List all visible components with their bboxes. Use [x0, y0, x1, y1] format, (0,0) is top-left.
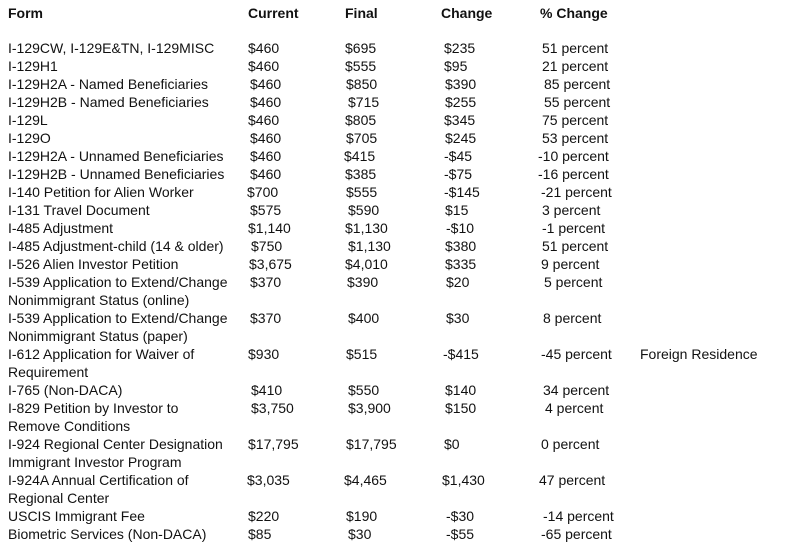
cell-pct: 53 percent [542, 130, 609, 146]
cell-change: -$30 [446, 508, 475, 524]
cell-pct: -16 percent [538, 166, 609, 182]
cell-change: $335 [445, 256, 477, 272]
cell-form: I-765 (Non-DACA) [8, 382, 123, 398]
cell-current: $370 [250, 274, 282, 290]
cell-current: $460 [248, 112, 280, 128]
cell-change: -$10 [446, 220, 475, 236]
cell-current: $1,140 [248, 220, 291, 236]
cell-pct: -14 percent [543, 508, 614, 524]
cell-change: $380 [445, 238, 477, 254]
cell-form: I-924A Annual Certification of Regional Center [8, 472, 189, 506]
cell-pct: 85 percent [544, 76, 611, 92]
cell-form: I-485 Adjustment [8, 220, 114, 236]
cell-form: I-526 Alien Investor Petition [8, 256, 179, 272]
header-pct-change: % Change [540, 5, 608, 21]
cell-pct: 0 percent [541, 436, 600, 452]
cell-final: $695 [345, 40, 377, 56]
cell-current: $220 [248, 508, 280, 524]
cell-pct: 47 percent [539, 472, 606, 488]
cell-change: $235 [444, 40, 476, 56]
cell-change: $245 [445, 130, 477, 146]
cell-final: $705 [346, 130, 378, 146]
cell-change: $255 [445, 94, 477, 110]
cell-final: $4,010 [345, 256, 388, 272]
cell-current: $700 [247, 184, 279, 200]
cell-form: I-924 Regional Center Designation Immigrant Investor Program [8, 436, 223, 470]
cell-form: I-129H2A - Named Beneficiaries [8, 76, 208, 92]
cell-final: $555 [346, 184, 378, 200]
cell-current: $460 [250, 148, 282, 164]
header-change: Change [441, 5, 493, 21]
header-final: Final [345, 5, 378, 21]
cell-current: $370 [250, 310, 282, 326]
cell-pct: 75 percent [542, 112, 609, 128]
cell-final: $30 [348, 526, 372, 542]
cell-final: $17,795 [346, 436, 397, 452]
cell-form: I-129H2B - Unnamed Beneficiaries [8, 166, 225, 182]
cell-final: $1,130 [348, 238, 391, 254]
cell-form: I-129L [8, 112, 48, 128]
cell-change: $30 [446, 310, 470, 326]
cell-final: $850 [346, 76, 378, 92]
cell-current: $460 [248, 58, 280, 74]
cell-final: $715 [348, 94, 380, 110]
cell-pct: -21 percent [541, 184, 612, 200]
cell-form: I-129O [8, 130, 51, 146]
cell-current: $750 [251, 238, 283, 254]
cell-pct: 5 percent [544, 274, 603, 290]
cell-form: I-129H1 [8, 58, 58, 74]
cell-form: I-129H2B - Named Beneficiaries [8, 94, 209, 110]
cell-current: $460 [250, 94, 282, 110]
cell-pct: -10 percent [538, 148, 609, 164]
cell-form: I-129CW, I-129E&TN, I-129MISC [8, 40, 215, 56]
cell-final: $390 [347, 274, 379, 290]
cell-change: $345 [444, 112, 476, 128]
cell-form: I-829 Petition by Investor to Remove Conditions [8, 400, 179, 434]
cell-final: $4,465 [344, 472, 387, 488]
cell-pct: 34 percent [543, 382, 610, 398]
cell-change: -$75 [444, 166, 473, 182]
cell-current: $410 [251, 382, 283, 398]
cell-change: $150 [445, 400, 477, 416]
cell-final: $400 [348, 310, 380, 326]
cell-final: $3,900 [348, 400, 391, 416]
header-form: Form [8, 5, 43, 21]
cell-change: $140 [445, 382, 477, 398]
cell-change: -$55 [446, 526, 475, 542]
cell-final: $515 [346, 346, 378, 362]
cell-form: USCIS Immigrant Fee [8, 508, 145, 524]
cell-pct: 51 percent [542, 40, 609, 56]
cell-final: $385 [345, 166, 377, 182]
cell-current: $3,750 [251, 400, 294, 416]
cell-form: I-485 Adjustment-child (14 & older) [8, 238, 224, 254]
cell-final: $805 [345, 112, 377, 128]
cell-form: Biometric Services (Non-DACA) [8, 526, 207, 542]
cell-current: $930 [248, 346, 280, 362]
cell-change: -$145 [444, 184, 480, 200]
cell-current: $460 [250, 166, 282, 182]
cell-pct: -45 percent [541, 346, 612, 362]
cell-final: $1,130 [345, 220, 388, 236]
cell-current: $3,675 [249, 256, 292, 272]
cell-change: $1,430 [442, 472, 485, 488]
cell-form: I-131 Travel Document [8, 202, 150, 218]
cell-change: $15 [445, 202, 469, 218]
cell-pct: -1 percent [542, 220, 606, 236]
cell-form: I-129H2A - Unnamed Beneficiaries [8, 148, 224, 164]
cell-pct: 51 percent [542, 238, 609, 254]
cell-current: $17,795 [248, 436, 299, 452]
cell-final: $555 [345, 58, 377, 74]
cell-pct: 21 percent [542, 58, 609, 74]
cell-pct: -65 percent [541, 526, 612, 542]
cell-pct: 9 percent [541, 256, 600, 272]
cell-final: $590 [348, 202, 380, 218]
cell-change: $0 [444, 436, 460, 452]
cell-current: $460 [250, 130, 282, 146]
cell-final: $190 [346, 508, 378, 524]
cell-current: $575 [250, 202, 282, 218]
cell-pct: 8 percent [543, 310, 602, 326]
cell-change: -$415 [443, 346, 479, 362]
cell-final: $415 [344, 148, 376, 164]
cell-pct: 4 percent [545, 400, 604, 416]
cell-current: $85 [248, 526, 272, 542]
cell-pct: 3 percent [542, 202, 601, 218]
cell-final: $550 [348, 382, 380, 398]
cell-change: $95 [444, 58, 468, 74]
cell-note: Foreign Residence [640, 346, 758, 362]
cell-change: -$45 [444, 148, 473, 164]
cell-form: I-140 Petition for Alien Worker [8, 184, 194, 200]
cell-current: $460 [248, 40, 280, 56]
cell-current: $3,035 [247, 472, 290, 488]
header-current: Current [248, 5, 299, 21]
cell-change: $390 [445, 76, 477, 92]
cell-current: $460 [250, 76, 282, 92]
cell-pct: 55 percent [544, 94, 611, 110]
cell-form: I-612 Application for Waiver of Requirement [8, 346, 195, 380]
cell-form: I-539 Application to Extend/Change Nonimmigrant Status (paper) [8, 310, 228, 344]
cell-form: I-539 Application to Extend/Change Nonimmigrant Status (online) [8, 274, 228, 308]
cell-change: $20 [446, 274, 470, 290]
